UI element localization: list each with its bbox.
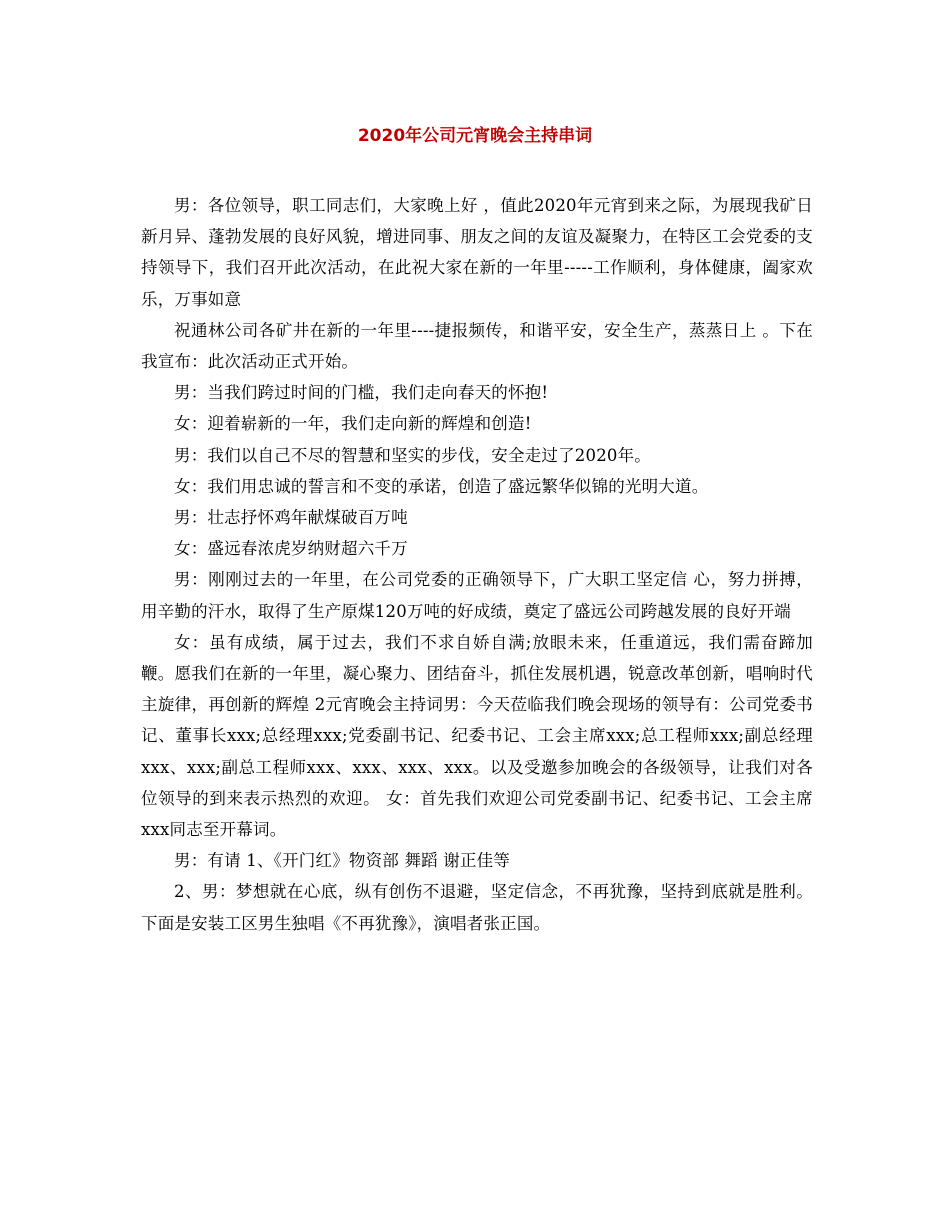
paragraph-1: 男：各位领导，职工同志们，大家晚上好 ，值此2020年元宵到来之际，为展现我矿日新月异、蓬勃发展的良好风貌，增进同事、朋友之间的友谊及凝聚力，在特区工会党委的支持领导下，我们召开此次活动，在此祝大家在新的一年里-----工作顺利，身体健康，阖家欢乐，万事如意 <box>141 196 813 309</box>
paragraph-5: 男：我们以自己不尽的智慧和坚实的步伐，安全走过了2020年。 <box>174 445 651 465</box>
paragraph-6: 女：我们用忠诚的誓言和不变的承诺，创造了盛远繁华似锦的光明大道。 <box>174 476 709 496</box>
paragraph-2: 祝通林公司各矿井在新的一年里----捷报频传，和谐平安，安全生产，蒸蒸日上 。下在我宣布：此次活动正式开始。 <box>141 320 813 372</box>
paragraph-7: 男：壮志抒怀鸡年献煤破百万吨 <box>174 508 408 528</box>
paragraph-12: 2、男：梦想就在心底，纵有创伤不退避，坚定信念，不再犹豫，坚持到底就是胜利。下面是安装工区男生独唱《不再犹豫》，演唱者张正国。 <box>141 882 813 933</box>
paragraph-4: 女：迎着崭新的一年，我们走向新的辉煌和创造! <box>174 414 532 434</box>
document-title: 2020年公司元宵晚会主持串词 <box>357 126 593 146</box>
paragraph-8: 女：盛远春浓虎岁纳财超六千万 <box>174 539 408 559</box>
document-body <box>141 190 813 939</box>
paragraph-11: 男：有请 1、《开门红》物资部 舞蹈 谢正佳等 <box>174 851 511 871</box>
paragraph-3: 男：当我们跨过时间的门槛，我们走向春天的怀抱! <box>174 383 549 403</box>
paragraph-10: 女：虽有成绩，属于过去，我们不求自娇自满;放眼未来，任重道远，我们需奋蹄加鞭。愿我们在新的一年里，凝心聚力、团结奋斗，抓住发展机遇，锐意改革创新，唱响时代主旋律，再创新的辉煌 2元宵晚会主持词男：今天莅临我们晚会现场的领导有：公司党委书记、董事长xxx;总经理xxx;党委副书记、纪委书记、工会主席xxx;总工程师xxx;副总经理xxx、xxx;副总工程师xxx、xxx、xxx、xxx。以及受邀参加晚会的各级领导，让我们对各位领导的到来表示热烈的欢迎。 女：首先我们欢迎公司党委副书记、纪委书记、工会主席xxx同志至开幕词。 <box>141 632 813 840</box>
paragraph-9: 男：刚刚过去的一年里，在公司党委的正确领导下，广大职工坚定信 心，努力拼搏，用辛勤的汗水，取得了生产原煤120万吨的好成绩，奠定了盛远公司跨越发展的良好开端 <box>141 570 813 621</box>
